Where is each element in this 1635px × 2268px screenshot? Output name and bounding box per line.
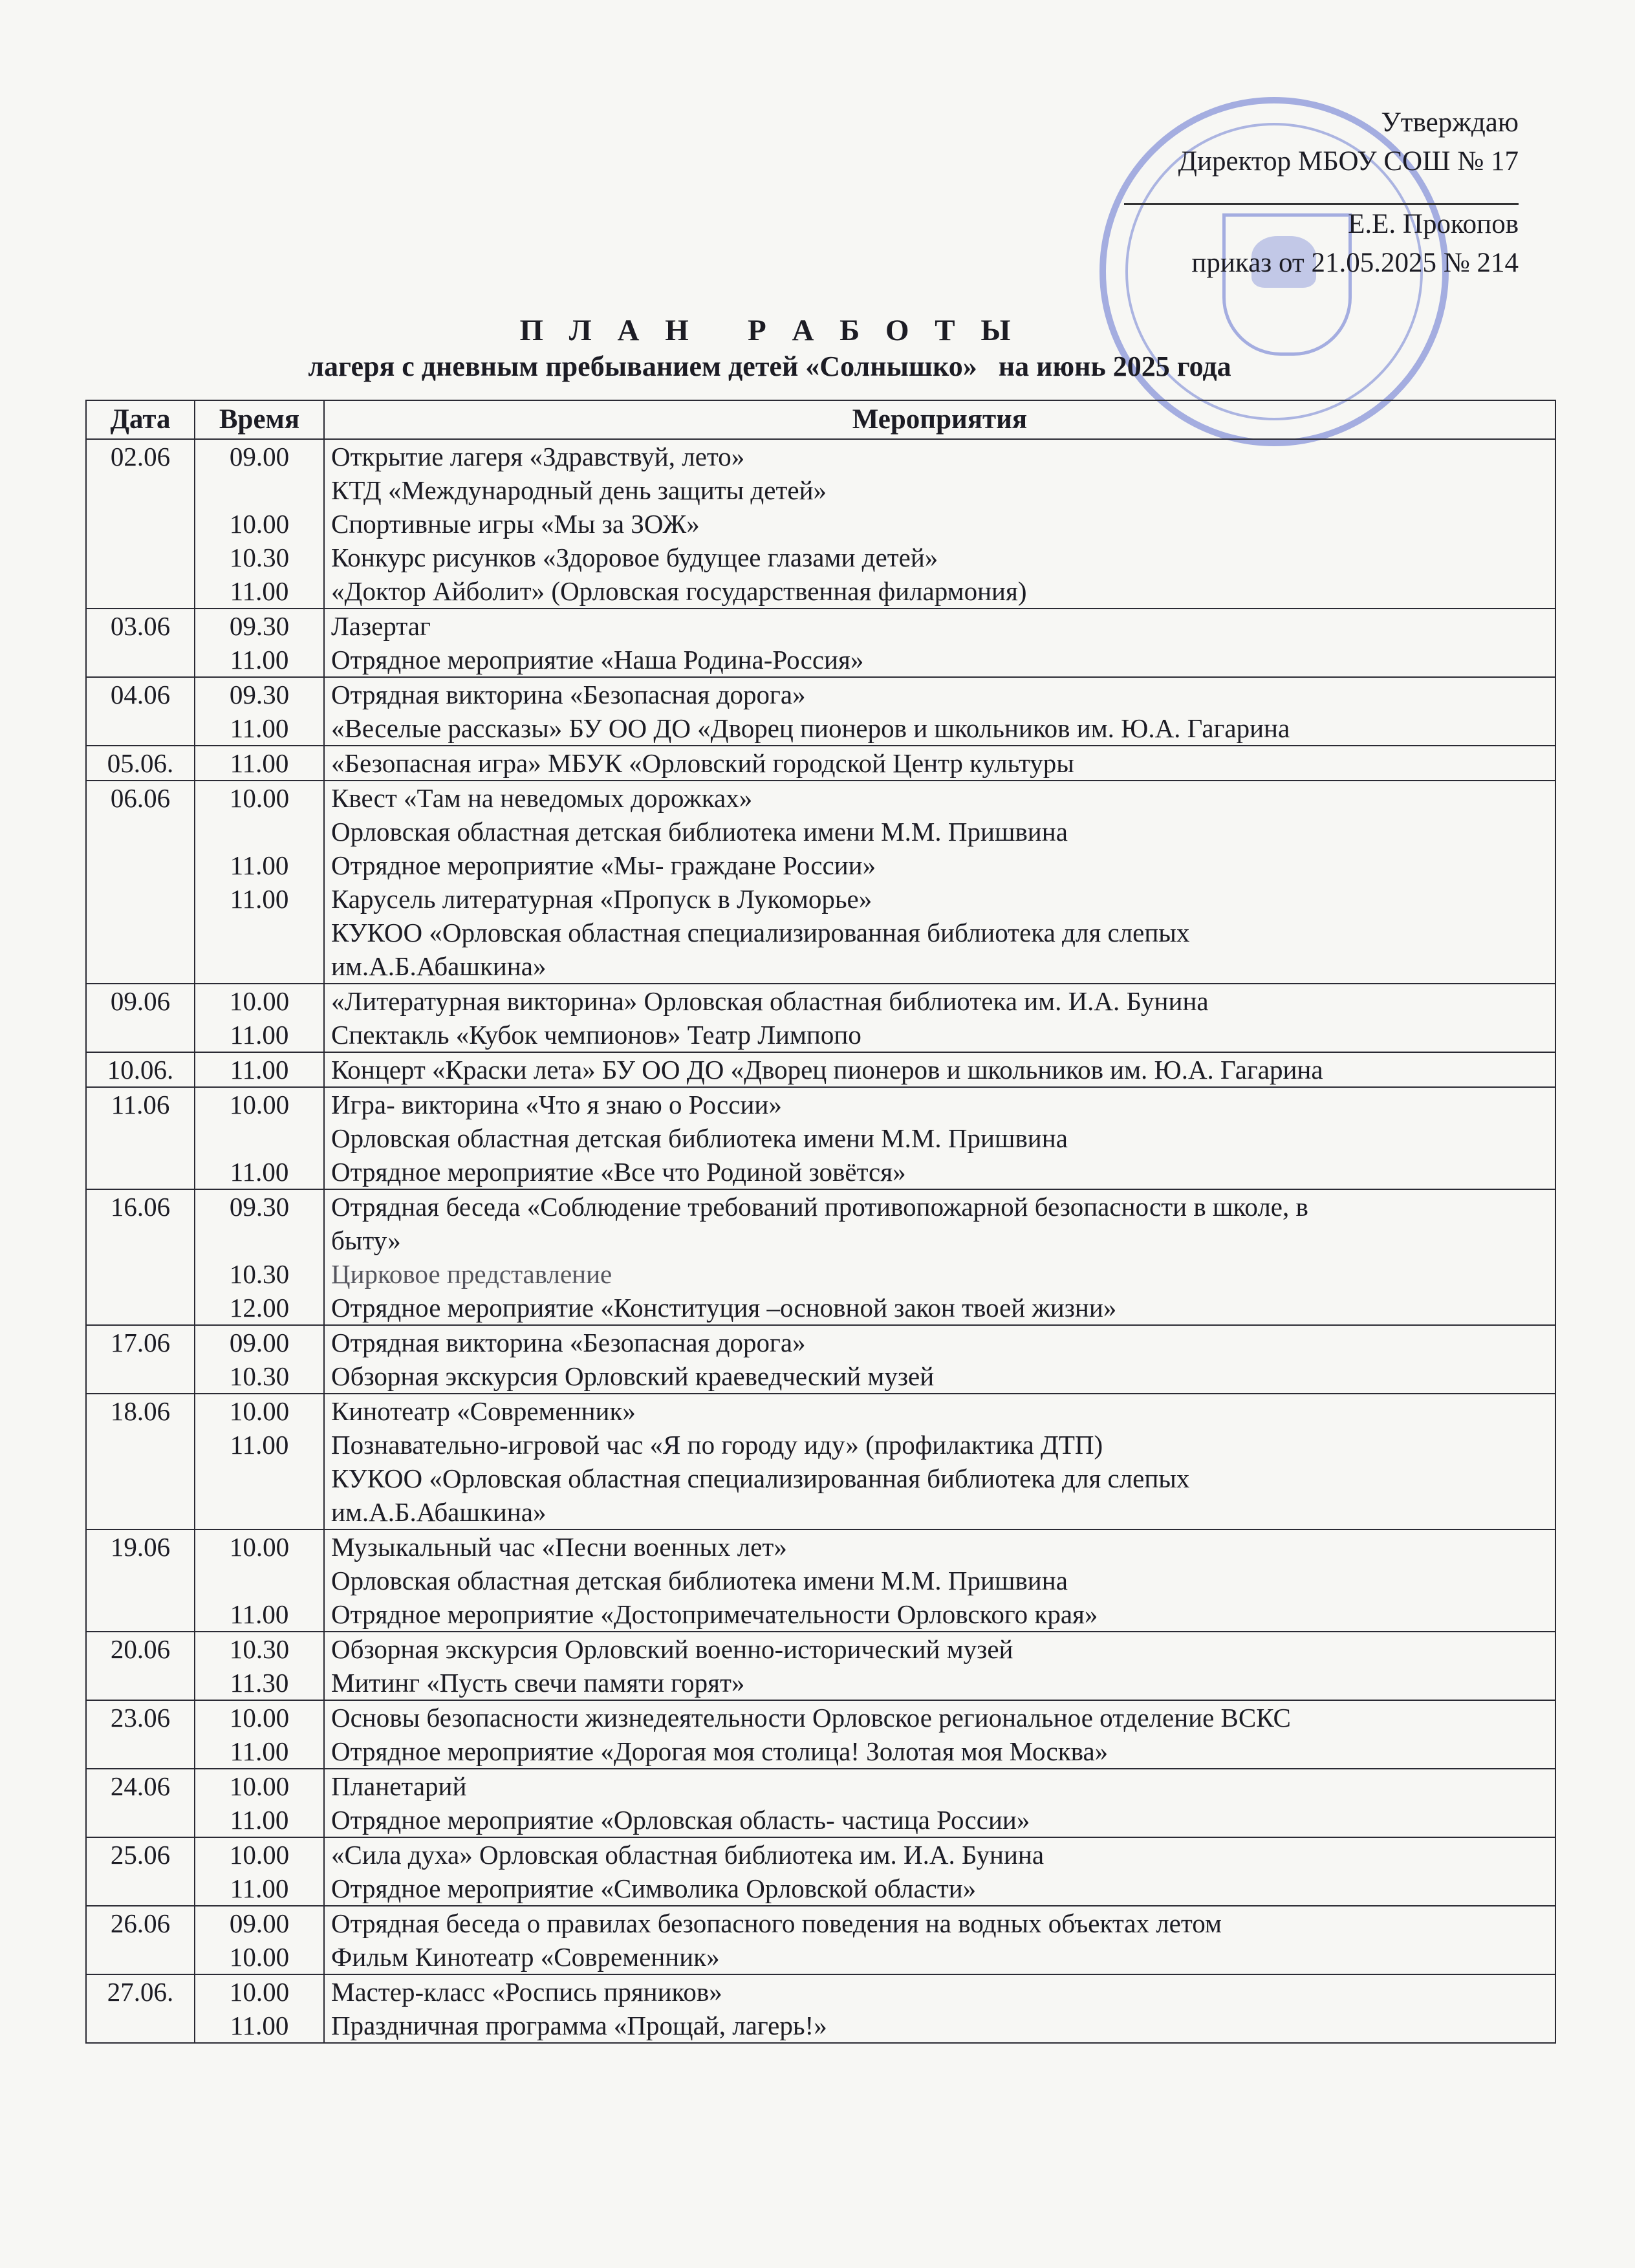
date-cell: [86, 1837, 195, 1906]
events-cell: [324, 1974, 1555, 2043]
header-date: Дата: [86, 400, 195, 439]
time-text: 10.00: [229, 1977, 290, 2007]
table-row: [86, 1189, 1555, 1325]
date-text: 20.06: [110, 1634, 171, 1664]
event-text: Обзорная экскурсия Орловский военно-исторический музей: [331, 1634, 1013, 1664]
events-cell: [324, 609, 1555, 677]
table-row: [86, 1325, 1555, 1394]
time-cell: [195, 1394, 324, 1529]
time-cell: [195, 609, 324, 677]
event-text: Концерт «Краски лета» БУ ОО ДО «Дворец пионеров и школьников им. Ю.А. Гагарина: [331, 1055, 1323, 1085]
date-cell: [86, 1632, 195, 1700]
date-text: 11.06: [111, 1090, 170, 1119]
events-cell: [324, 1529, 1555, 1632]
table-row: [86, 1632, 1555, 1700]
time-cell: [195, 781, 324, 984]
table-row: [86, 1052, 1555, 1087]
date-cell: [86, 1529, 195, 1632]
header-time: Время: [195, 400, 324, 439]
time-cell: [195, 1837, 324, 1906]
director-position: Директор МБОУ СОШ № 17: [1178, 146, 1519, 177]
approval-block: [1001, 103, 1519, 283]
table-row: [86, 1394, 1555, 1529]
time-text: 11.00: [230, 1874, 289, 1903]
time-text: 09.00: [229, 1328, 290, 1357]
time-text: [202, 473, 317, 507]
date-cell: [86, 1700, 195, 1769]
events-cell: [324, 1087, 1555, 1189]
event-text: им.А.Б.Абашкина»: [331, 951, 547, 981]
time-cell: [195, 1189, 324, 1325]
table-row: [86, 1700, 1555, 1769]
date-cell: [86, 609, 195, 677]
events-cell: [324, 984, 1555, 1052]
time-text: 09.30: [229, 1192, 290, 1222]
time-text: 10.00: [229, 1942, 290, 1972]
table-row: [86, 781, 1555, 984]
date-text: 03.06: [110, 611, 171, 641]
table-row: [86, 1974, 1555, 2043]
date-cell: [86, 1906, 195, 1974]
header-events: Мероприятия: [324, 400, 1555, 439]
date-cell: [86, 1052, 195, 1087]
time-text: 11.00: [230, 1599, 289, 1629]
time-text: 10.00: [229, 783, 290, 813]
event-text: Отрядное мероприятие «Орловская область- частица России»: [331, 1805, 1030, 1835]
date-cell: [86, 746, 195, 781]
time-text: 11.00: [230, 713, 289, 743]
time-text: [202, 1495, 317, 1529]
schedule-body: [86, 439, 1555, 2043]
date-cell: [86, 1974, 195, 2043]
date-cell: [86, 677, 195, 746]
event-text: Отрядная викторина «Безопасная дорога»: [331, 680, 806, 709]
event-text: Мастер-класс «Роспись пряников»: [331, 1977, 722, 2007]
event-text: Отрядная беседа о правилах безопасного поведения на водных объектах летом: [331, 1908, 1222, 1938]
time-text: [202, 916, 317, 949]
time-text: 12.00: [229, 1293, 290, 1323]
time-cell: [195, 746, 324, 781]
event-text: Конкурс рисунков «Здоровое будущее глазами детей»: [331, 543, 938, 572]
event-text: «Литературная викторина» Орловская областная библиотека им. И.А. Бунина: [331, 986, 1209, 1016]
event-text: Цирковое представление: [331, 1259, 612, 1289]
event-text: Отрядное мероприятие «Конституция –основной закон твоей жизни»: [331, 1293, 1117, 1323]
events-cell: [324, 1189, 1555, 1325]
event-text: Игра- викторина «Что я знаю о России»: [331, 1090, 782, 1119]
event-text: Планетарий: [331, 1771, 467, 1801]
table-row: [86, 1769, 1555, 1837]
events-cell: [324, 746, 1555, 781]
time-text: [202, 815, 317, 848]
time-cell: [195, 1906, 324, 1974]
time-text: 10.00: [229, 986, 290, 1016]
time-text: 11.00: [230, 1736, 289, 1766]
time-cell: [195, 1974, 324, 2043]
date-text: 24.06: [110, 1771, 171, 1801]
date-text: 18.06: [110, 1396, 171, 1426]
time-text: 10.30: [229, 1361, 290, 1391]
event-text: им.А.Б.Абашкина»: [331, 1497, 547, 1527]
date-text: 02.06: [110, 442, 171, 471]
event-text: КУКОО «Орловская областная специализированная библиотека для слепых: [331, 918, 1190, 947]
time-text: 09.00: [229, 1908, 290, 1938]
time-text: 10.00: [229, 509, 290, 539]
event-text: Праздничная программа «Прощай, лагерь!»: [331, 2011, 827, 2040]
time-text: 11.00: [230, 884, 289, 914]
event-text: Познавательно-игровой час «Я по городу иду» (профилактика ДТП): [331, 1430, 1103, 1460]
date-text: 17.06: [110, 1328, 171, 1357]
time-cell: [195, 984, 324, 1052]
event-text: Отрядное мероприятие «Дорогая моя столица! Золотая моя Москва»: [331, 1736, 1109, 1766]
table-header-row: [86, 400, 1555, 439]
date-text: 19.06: [110, 1532, 171, 1562]
event-text: Лазертаг: [331, 611, 431, 641]
event-text: «Сила духа» Орловская областная библиотека им. И.А. Бунина: [331, 1840, 1045, 1870]
time-cell: [195, 677, 324, 746]
event-text: Орловская областная детская библиотека имени М.М. Пришвина: [331, 817, 1068, 847]
date-cell: [86, 439, 195, 609]
events-cell: [324, 1052, 1555, 1087]
event-text: Спектакль «Кубок чемпионов» Театр Лимпопо: [331, 1020, 861, 1050]
time-text: 10.30: [229, 1634, 290, 1664]
time-text: [202, 1564, 317, 1597]
event-text: Кинотеатр «Современник»: [331, 1396, 636, 1426]
time-text: 10.30: [229, 543, 290, 572]
table-row: [86, 1529, 1555, 1632]
table-row: [86, 439, 1555, 609]
time-cell: [195, 439, 324, 609]
table-row: [86, 1906, 1555, 1974]
event-text: Фильм Кинотеатр «Современник»: [331, 1942, 720, 1972]
approval-word: Утверждаю: [1381, 107, 1519, 138]
time-text: [202, 1121, 317, 1155]
event-text: Митинг «Пусть свечи памяти горят»: [331, 1668, 745, 1698]
time-text: 11.00: [230, 1055, 289, 1085]
time-cell: [195, 1052, 324, 1087]
date-text: 23.06: [110, 1703, 171, 1733]
time-text: [202, 949, 317, 983]
date-text: 16.06: [110, 1192, 171, 1222]
event-text: КУКОО «Орловская областная специализированная библиотека для слепых: [331, 1463, 1190, 1493]
event-text: Орловская областная детская библиотека имени М.М. Пришвина: [331, 1123, 1068, 1153]
time-text: 09.00: [229, 442, 290, 471]
event-text: Отрядное мероприятие «Мы- граждане России»: [331, 850, 876, 880]
time-text: 09.30: [229, 611, 290, 641]
time-text: 10.00: [229, 1771, 290, 1801]
plan-subtitle: лагеря с дневным пребыванием детей «Солнышко» на июнь 2025 года: [308, 351, 1231, 382]
table-row: [86, 1087, 1555, 1189]
time-text: 10.00: [229, 1090, 290, 1119]
date-cell: [86, 984, 195, 1052]
events-cell: [324, 1906, 1555, 1974]
date-cell: [86, 781, 195, 984]
events-cell: [324, 1769, 1555, 1837]
event-text: Орловская областная детская библиотека имени М.М. Пришвина: [331, 1566, 1068, 1595]
time-text: [202, 1462, 317, 1495]
time-text: 11.00: [230, 2011, 289, 2040]
order-reference: приказ от 21.05.2025 № 214: [1191, 248, 1519, 278]
date-text: 10.06.: [107, 1055, 174, 1085]
time-text: 11.00: [230, 1020, 289, 1050]
events-cell: [324, 1325, 1555, 1394]
events-cell: [324, 1394, 1555, 1529]
table-row: [86, 677, 1555, 746]
time-text: 11.00: [230, 645, 289, 675]
events-cell: [324, 439, 1555, 609]
title-block: [213, 312, 1326, 384]
table-row: [86, 609, 1555, 677]
time-text: 11.00: [230, 1157, 289, 1187]
time-cell: [195, 1700, 324, 1769]
date-text: 27.06.: [107, 1977, 174, 2007]
signature-line: [1124, 181, 1519, 205]
schedule-table: [85, 400, 1556, 2044]
date-text: 25.06: [110, 1840, 171, 1870]
date-cell: [86, 1769, 195, 1837]
event-text: Отрядное мероприятие «Наша Родина-Россия»: [331, 645, 864, 675]
date-cell: [86, 1087, 195, 1189]
event-text: Карусель литературная «Пропуск в Лукоморье»: [331, 884, 872, 914]
event-text: Спортивные игры «Мы за ЗОЖ»: [331, 509, 700, 539]
date-cell: [86, 1189, 195, 1325]
event-text: Музыкальный час «Песни военных лет»: [331, 1532, 787, 1562]
time-text: 11.00: [230, 576, 289, 606]
event-text: Обзорная экскурсия Орловский краеведческий музей: [331, 1361, 935, 1391]
time-cell: [195, 1632, 324, 1700]
director-name: Е.Е. Прокопов: [1348, 209, 1519, 239]
date-text: 05.06.: [107, 748, 174, 778]
time-text: 10.00: [229, 1396, 290, 1426]
time-cell: [195, 1325, 324, 1394]
time-text: 11.30: [230, 1668, 289, 1698]
time-text: 11.00: [230, 1430, 289, 1460]
event-text: «Доктор Айболит» (Орловская государственная филармония): [331, 576, 1027, 606]
time-text: 10.00: [229, 1840, 290, 1870]
events-cell: [324, 1632, 1555, 1700]
event-text: Отрядная викторина «Безопасная дорога»: [331, 1328, 806, 1357]
event-text: КТД «Международный день защиты детей»: [331, 475, 827, 505]
plan-title: П Л А Н Р А Б О Т Ы: [519, 314, 1020, 347]
event-text: Отрядное мероприятие «Все что Родиной зовётся»: [331, 1157, 906, 1187]
events-cell: [324, 677, 1555, 746]
date-cell: [86, 1325, 195, 1394]
time-text: 11.00: [230, 850, 289, 880]
time-cell: [195, 1087, 324, 1189]
events-cell: [324, 1837, 1555, 1906]
time-text: 09.30: [229, 680, 290, 709]
date-text: 06.06: [110, 783, 171, 813]
event-text: Отрядное мероприятие «Символика Орловской области»: [331, 1874, 977, 1903]
event-text: быту»: [331, 1226, 401, 1255]
time-text: 11.00: [230, 1805, 289, 1835]
event-text: Квест «Там на неведомых дорожках»: [331, 783, 753, 813]
time-text: 10.00: [229, 1703, 290, 1733]
event-text: Открытие лагеря «Здравствуй, лето»: [331, 442, 745, 471]
time-cell: [195, 1529, 324, 1632]
time-cell: [195, 1769, 324, 1837]
table-row: [86, 1837, 1555, 1906]
event-text: Отрядная беседа «Соблюдение требований противопожарной безопасности в школе, в: [331, 1192, 1308, 1222]
date-cell: [86, 1394, 195, 1529]
event-text: «Безопасная игра» МБУК «Орловский городской Центр культуры: [331, 748, 1074, 778]
event-text: Основы безопасности жизнедеятельности Орловское региональное отделение ВСКС: [331, 1703, 1291, 1733]
date-text: 09.06: [110, 986, 171, 1016]
date-text: 04.06: [110, 680, 171, 709]
time-text: 11.00: [230, 748, 289, 778]
events-cell: [324, 781, 1555, 984]
event-text: Отрядное мероприятие «Достопримечательности Орловского края»: [331, 1599, 1098, 1629]
time-text: [202, 1224, 317, 1257]
events-cell: [324, 1700, 1555, 1769]
time-text: 10.30: [229, 1259, 290, 1289]
table-row: [86, 984, 1555, 1052]
time-text: 10.00: [229, 1532, 290, 1562]
table-row: [86, 746, 1555, 781]
event-text: «Веселые рассказы» БУ ОО ДО «Дворец пионеров и школьников им. Ю.А. Гагарина: [331, 713, 1290, 743]
date-text: 26.06: [110, 1908, 171, 1938]
